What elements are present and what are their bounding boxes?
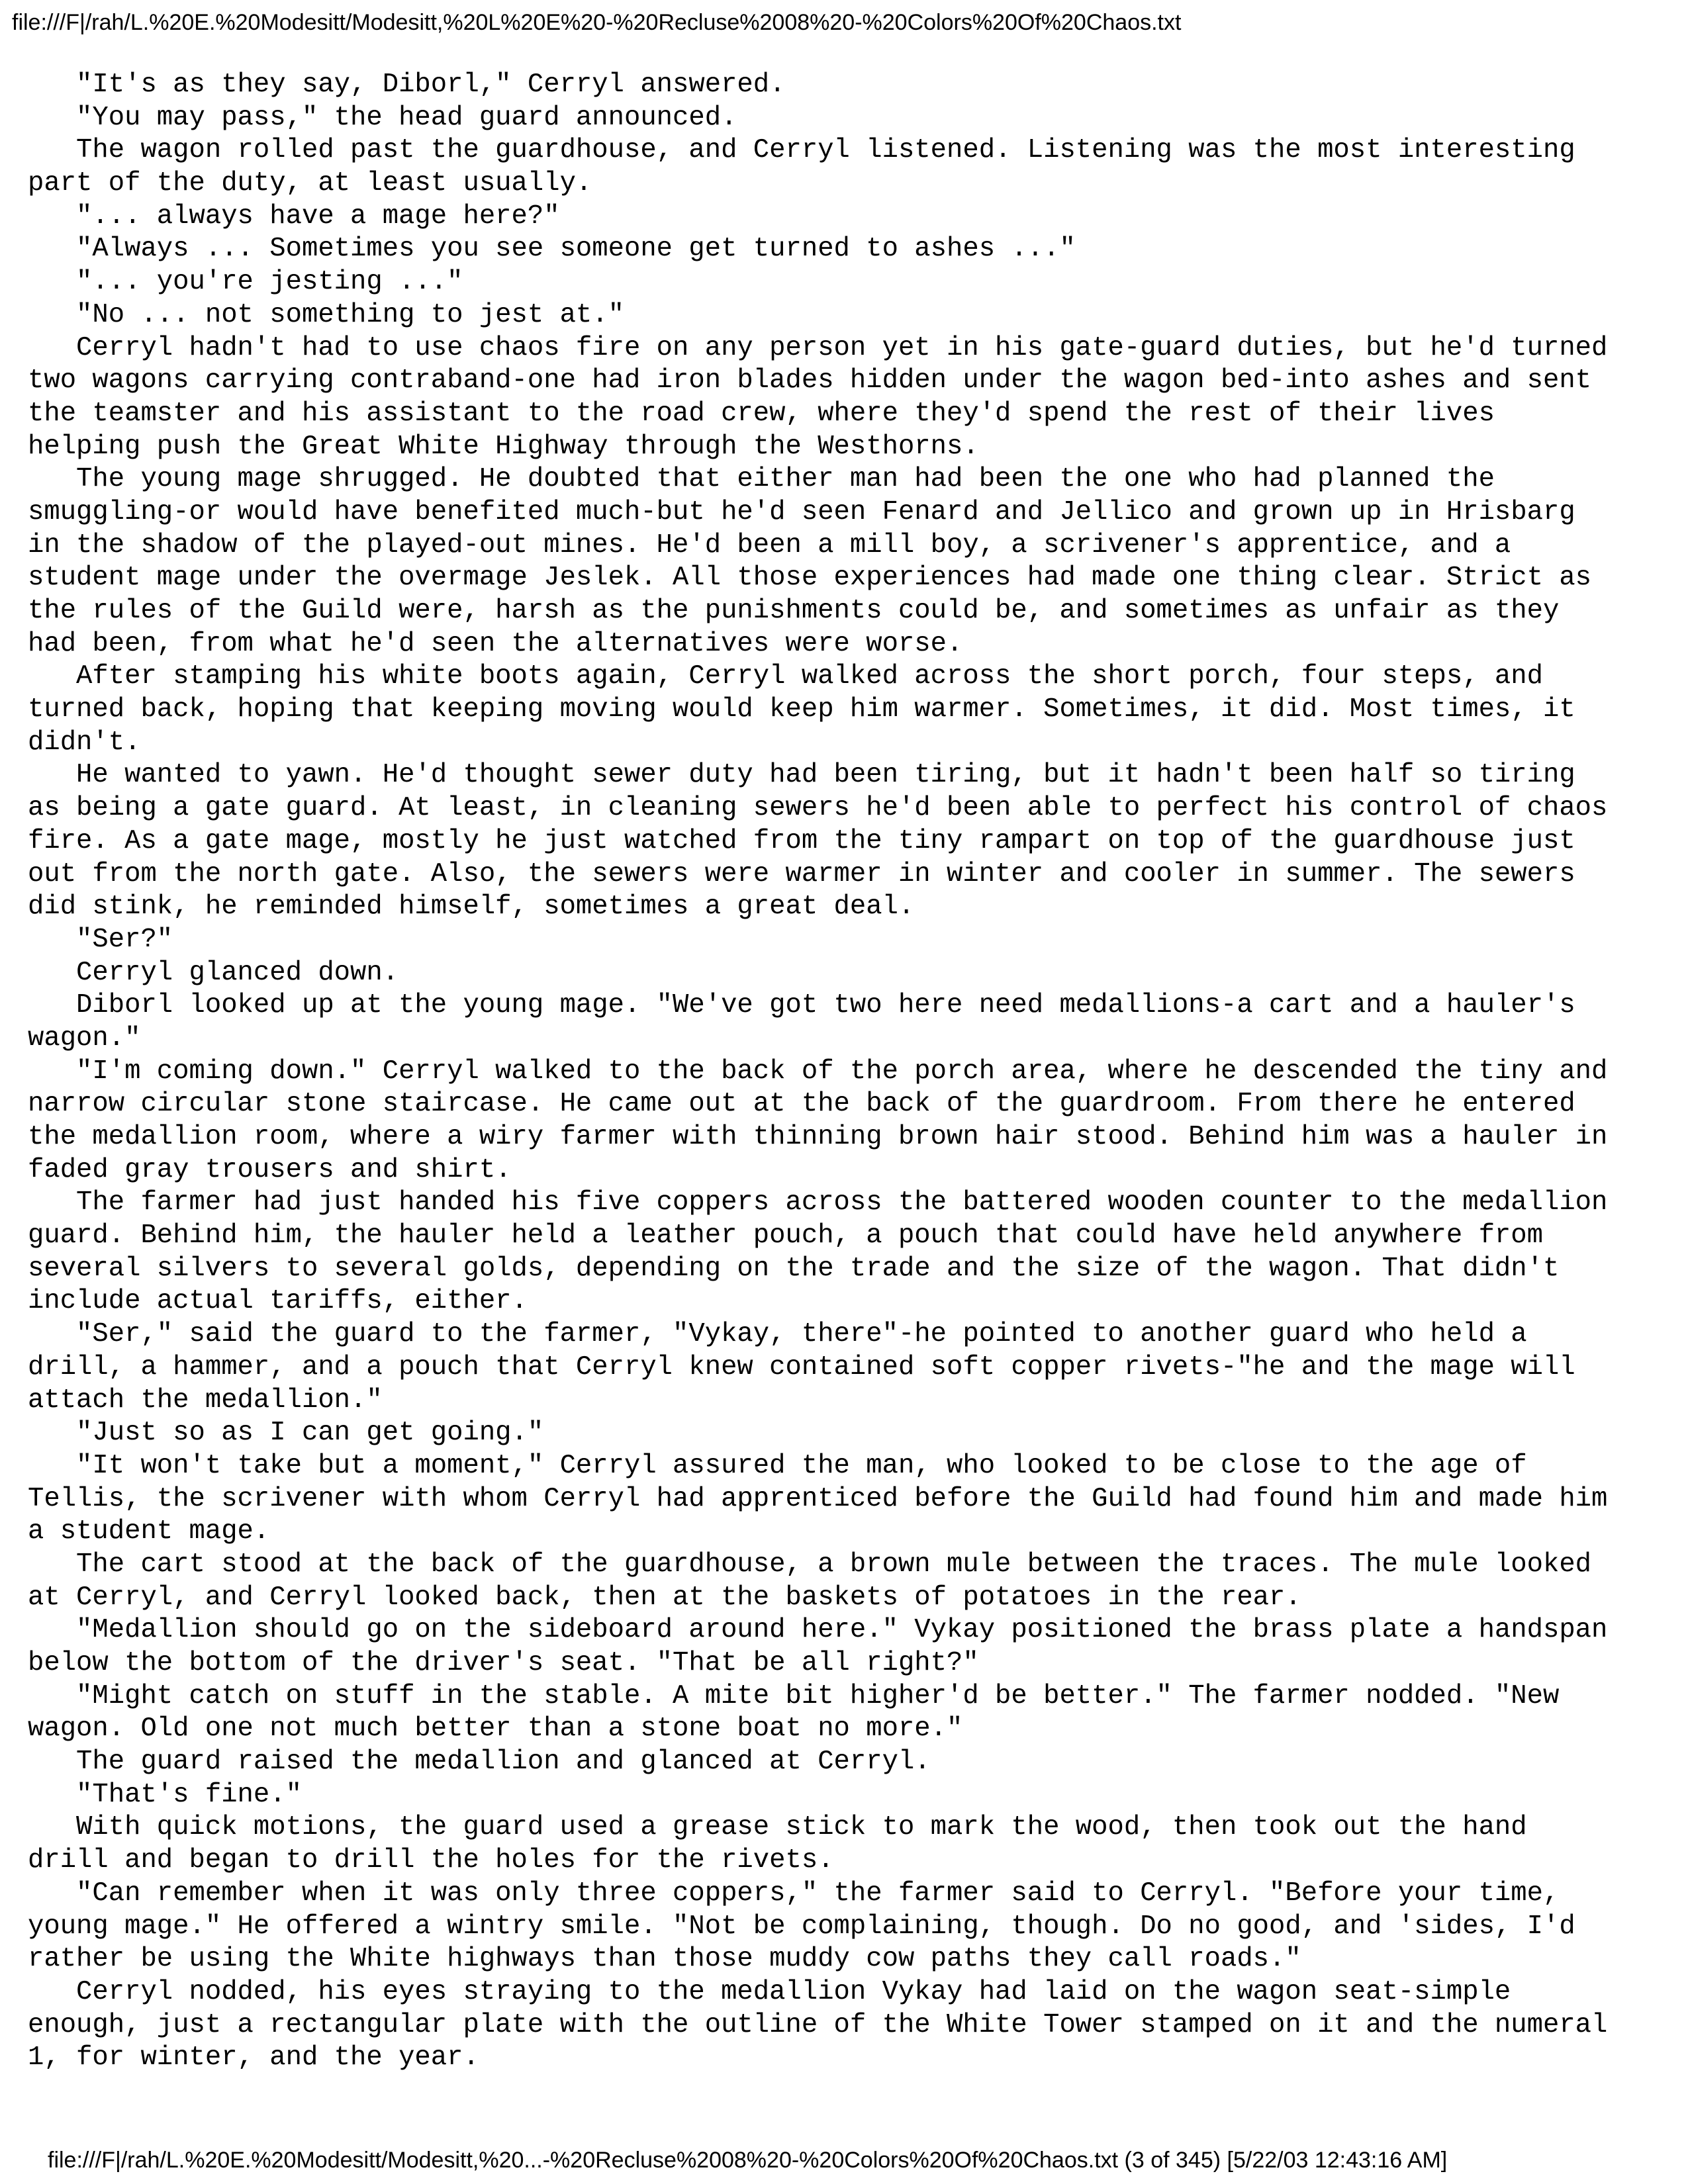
text-line: The cart stood at the back of the guardhouse, a brown mule between the traces. The mule looked <box>28 1549 1592 1580</box>
text-line: "Always ... Sometimes you see someone get turned to ashes ..." <box>28 234 1076 265</box>
text-line: 1, for winter, and the year. <box>28 2042 479 2073</box>
text-line: "I'm coming down." Cerryl walked to the back of the porch area, where he descended the tiny and <box>28 1056 1608 1087</box>
document-body <box>28 69 1669 2075</box>
text-line: at Cerryl, and Cerryl looked back, then at the baskets of potatoes in the rear. <box>28 1582 1301 1613</box>
text-line: out from the north gate. Also, the sewers were warmer in winter and cooler in summer. The sewers <box>28 858 1575 889</box>
text-line: enough, just a rectangular plate with the outline of the White Tower stamped on it and the numeral <box>28 2009 1608 2040</box>
text-line: The young mage shrugged. He doubted that either man had been the one who had planned the <box>28 464 1495 495</box>
text-line: Cerryl hadn't had to use chaos fire on any person yet in his gate-guard duties, but he'd turned <box>28 332 1608 363</box>
text-line: "Might catch on stuff in the stable. A mite bit higher'd be better." The farmer nodded. "New <box>28 1680 1560 1711</box>
text-line: With quick motions, the guard used a grease stick to mark the wood, then took out the hand <box>28 1812 1527 1843</box>
text-line: drill, a hammer, and a pouch that Cerryl knew contained soft copper rivets-"he and the mage will <box>28 1351 1575 1383</box>
text-line: "... always have a mage here?" <box>28 201 560 232</box>
text-line: Tellis, the scrivener with whom Cerryl had apprenticed before the Guild had found him and made him <box>28 1483 1608 1514</box>
text-line: below the bottom of the driver's seat. "That be all right?" <box>28 1648 979 1678</box>
text-line: in the shadow of the played-out mines. He'd been a mill boy, a scrivener's apprentice, and a <box>28 529 1511 561</box>
text-line: "That's fine." <box>28 1779 302 1810</box>
text-line: Cerryl nodded, his eyes straying to the medallion Vykay had laid on the wagon seat-simple <box>28 1976 1511 2007</box>
text-line: "It's as they say, Diborl," Cerryl answered. <box>28 69 786 100</box>
text-line: as being a gate guard. At least, in cleaning sewers he'd been able to perfect his control of chaos <box>28 793 1608 824</box>
text-line: drill and began to drill the holes for the rivets. <box>28 1845 834 1876</box>
text-line: had been, from what he'd seen the alternatives were worse. <box>28 628 963 659</box>
text-line: The farmer had just handed his five coppers across the battered wooden counter to the medallion <box>28 1187 1608 1218</box>
text-line: After stamping his white boots again, Cerryl walked across the short porch, four steps, and <box>28 661 1543 692</box>
text-line: Cerryl glanced down. <box>28 957 399 988</box>
text-line: fire. As a gate mage, mostly he just watched from the tiny rampart on top of the guardhouse just <box>28 825 1575 856</box>
text-line: several silvers to several golds, depending on the trade and the size of the wagon. That didn't <box>28 1253 1560 1284</box>
text-line: the medallion room, where a wiry farmer with thinning brown hair stood. Behind him was a hauler in <box>28 1122 1608 1152</box>
page-header-file-path: file:///F|/rah/L.%20E.%20Modesitt/Modesitt,%20L%20E%20-%20Recluse%2008%20-%20Colors%20Of%20Chaos.txt <box>12 10 1182 35</box>
page-footer: file:///F|/rah/L.%20E.%20Modesitt/Modesitt,%20...-%20Recluse%2008%20-%20Colors%20Of%20Chaos.txt (3 of 345) [5/22/03 12:43:16 AM] <box>48 2148 1448 2173</box>
text-line: include actual tariffs, either. <box>28 1286 528 1317</box>
text-line: faded gray trousers and shirt. <box>28 1154 512 1185</box>
text-line: "Medallion should go on the sideboard around here." Vykay positioned the brass plate a handspan <box>28 1615 1608 1646</box>
text-line: The guard raised the medallion and glanced at Cerryl. <box>28 1747 931 1778</box>
text-line: smuggling-or would have benefited much-but he'd seen Fenard and Jellico and grown up in Hrisbarg <box>28 496 1575 527</box>
text-line: narrow circular stone staircase. He came out at the back of the guardroom. From there he entered <box>28 1089 1575 1120</box>
text-line: turned back, hoping that keeping moving would keep him warmer. Sometimes, it did. Most times, it <box>28 694 1575 725</box>
text-line: Diborl looked up at the young mage. "We've got two here need medallions-a cart and a hauler's <box>28 990 1575 1021</box>
text-line: wagon. Old one not much better than a stone boat no more." <box>28 1713 963 1745</box>
text-line: "... you're jesting ..." <box>28 267 463 298</box>
text-line: "Ser?" <box>28 924 173 955</box>
text-line: part of the duty, at least usually. <box>28 168 592 199</box>
text-line: "No ... not something to jest at." <box>28 299 624 330</box>
text-line: the rules of the Guild were, harsh as the punishments could be, and sometimes as unfair as they <box>28 596 1560 626</box>
text-line: "Can remember when it was only three coppers," the farmer said to Cerryl. "Before your time, <box>28 1878 1560 1909</box>
text-line: helping push the Great White Highway through the Westhorns. <box>28 431 979 462</box>
text-line: "Ser," said the guard to the farmer, "Vykay, there"-he pointed to another guard who held a <box>28 1319 1527 1350</box>
text-line: a student mage. <box>28 1516 270 1547</box>
text-line: young mage." He offered a wintry smile. "Not be complaining, though. Do no good, and 'sides, I'd <box>28 1911 1575 1942</box>
text-line: wagon." <box>28 1023 141 1054</box>
text-line: attach the medallion." <box>28 1385 383 1416</box>
text-line: student mage under the overmage Jeslek. All those experiences had made one thing clear. Strict as <box>28 563 1592 594</box>
text-line: rather be using the White highways than those muddy cow paths they call roads." <box>28 1944 1301 1975</box>
text-line: "It won't take but a moment," Cerryl assured the man, who looked to be close to the age of <box>28 1450 1527 1481</box>
text-line: "You may pass," the head guard announced. <box>28 102 737 133</box>
text-line: "Just so as I can get going." <box>28 1418 544 1449</box>
text-line: The wagon rolled past the guardhouse, and Cerryl listened. Listening was the most interesting <box>28 135 1575 166</box>
text-line: guard. Behind him, the hauler held a leather pouch, a pouch that could have held anywhere from <box>28 1220 1543 1251</box>
text-line: two wagons carrying contraband-one had iron blades hidden under the wagon bed-into ashes and sent <box>28 365 1592 396</box>
text-line: the teamster and his assistant to the road crew, where they'd spend the rest of their lives <box>28 398 1495 429</box>
text-line: didn't. <box>28 727 141 758</box>
text-line: did stink, he reminded himself, sometimes a great deal. <box>28 891 915 923</box>
text-line: He wanted to yawn. He'd thought sewer duty had been tiring, but it hadn't been half so tiring <box>28 760 1575 791</box>
